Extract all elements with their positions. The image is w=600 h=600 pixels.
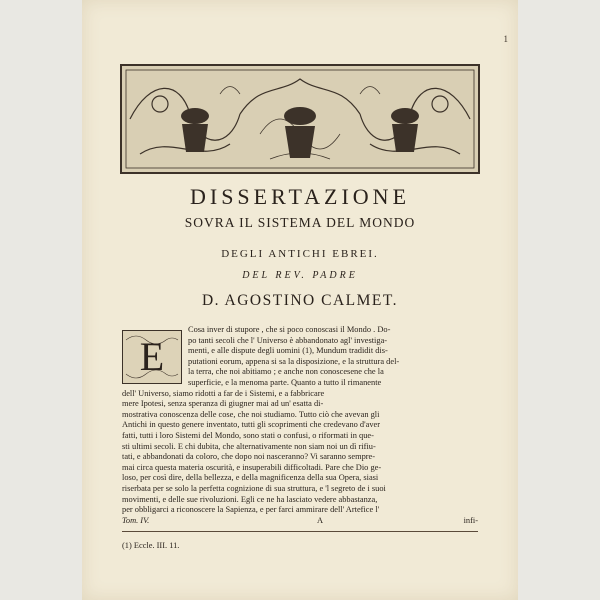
title-line-1: DISSERTAZIONE (189, 184, 411, 209)
body-text (122, 325, 478, 516)
body-line: Antichi in questo genere inventato, tutti gli scoprimenti che credevano d'aver (122, 420, 381, 430)
author-line: D. AGOSTINO CALMET. (201, 292, 399, 309)
body-line: loso, per così dire, della bellezza, e della magnificenza della sua Opera, siasi (122, 473, 379, 483)
body-line: mai circa questa materia oscurità, e insuperabili difficoltadi. Pare che Dio ge- (122, 462, 382, 472)
body-line: mostrativa conoscenza delle cose, che noi studiamo. Tutto ciò che avevan gli (122, 409, 380, 419)
initial-letter: E (139, 334, 165, 379)
book-page (82, 0, 518, 600)
catchword: infi- (463, 516, 478, 525)
body-line: per obbligarci a riconoscere la Sapienza, e per farci ammirare dell' Artefice l' (122, 505, 380, 515)
body-line: sti ultimi secoli. E chi dubita, che alternativamente non siam noi un dì rifiu- (122, 441, 376, 451)
ornamental-headpiece (120, 64, 480, 174)
body-line: po tanti secoli che l' Universo è abbandonato agl' investiga- (188, 335, 388, 345)
body-line: mere Ipotesi, senza speranza di giugner mai ad un' esatta di- (122, 399, 324, 409)
body-line: menti, e alle dispute degli uomini (1), Mundum tradidit dis- (188, 346, 388, 356)
page-number: 1 (503, 34, 508, 44)
title-line-4: DEL REV. PADRE (242, 270, 358, 281)
body-line: fatti, tutti i loro Sistemi del Mondo, sono stati o confusi, o riformati in que- (122, 430, 374, 440)
body-line: dell' Universo, siamo ridotti a far de i Sistemi, e a fabbricare (122, 388, 325, 398)
title-line-2: SOVRA IL SISTEMA DEL MONDO (184, 215, 416, 230)
body-line: movimenti, e delle sue rivoluzioni. Egli ce ne ha lasciato vedere abbastanza, (122, 494, 378, 504)
title-line-3: DEGLI ANTICHI EBREI. (221, 248, 379, 260)
body-line: tati, e abbandonati da coloro, che dopo noi nasceranno? Vi saranno sempre- (122, 452, 376, 462)
signature-mark: A (317, 516, 324, 525)
body-line: Cosa inver di stupore , che si poco conoscasi il Mondo . Do- (188, 325, 391, 334)
body-line: superficie, e la menoma parte. Quanto a tutto il rimanente (188, 377, 382, 387)
body-line: putationi eorum, appena si sa la disposizione, e la struttura del- (188, 356, 400, 366)
footnote: (1) Eccle. III. 11. (122, 541, 180, 550)
body-line: riserbata per se solo la perfetta cognizione di sua struttura, e 'l segreto de i suoi (122, 483, 386, 493)
footnote-divider (122, 531, 478, 532)
body-line: la terra, che noi abitiamo ; e anche non conoscesene che la (188, 367, 384, 377)
volume-label: Tom. IV. (122, 516, 150, 525)
